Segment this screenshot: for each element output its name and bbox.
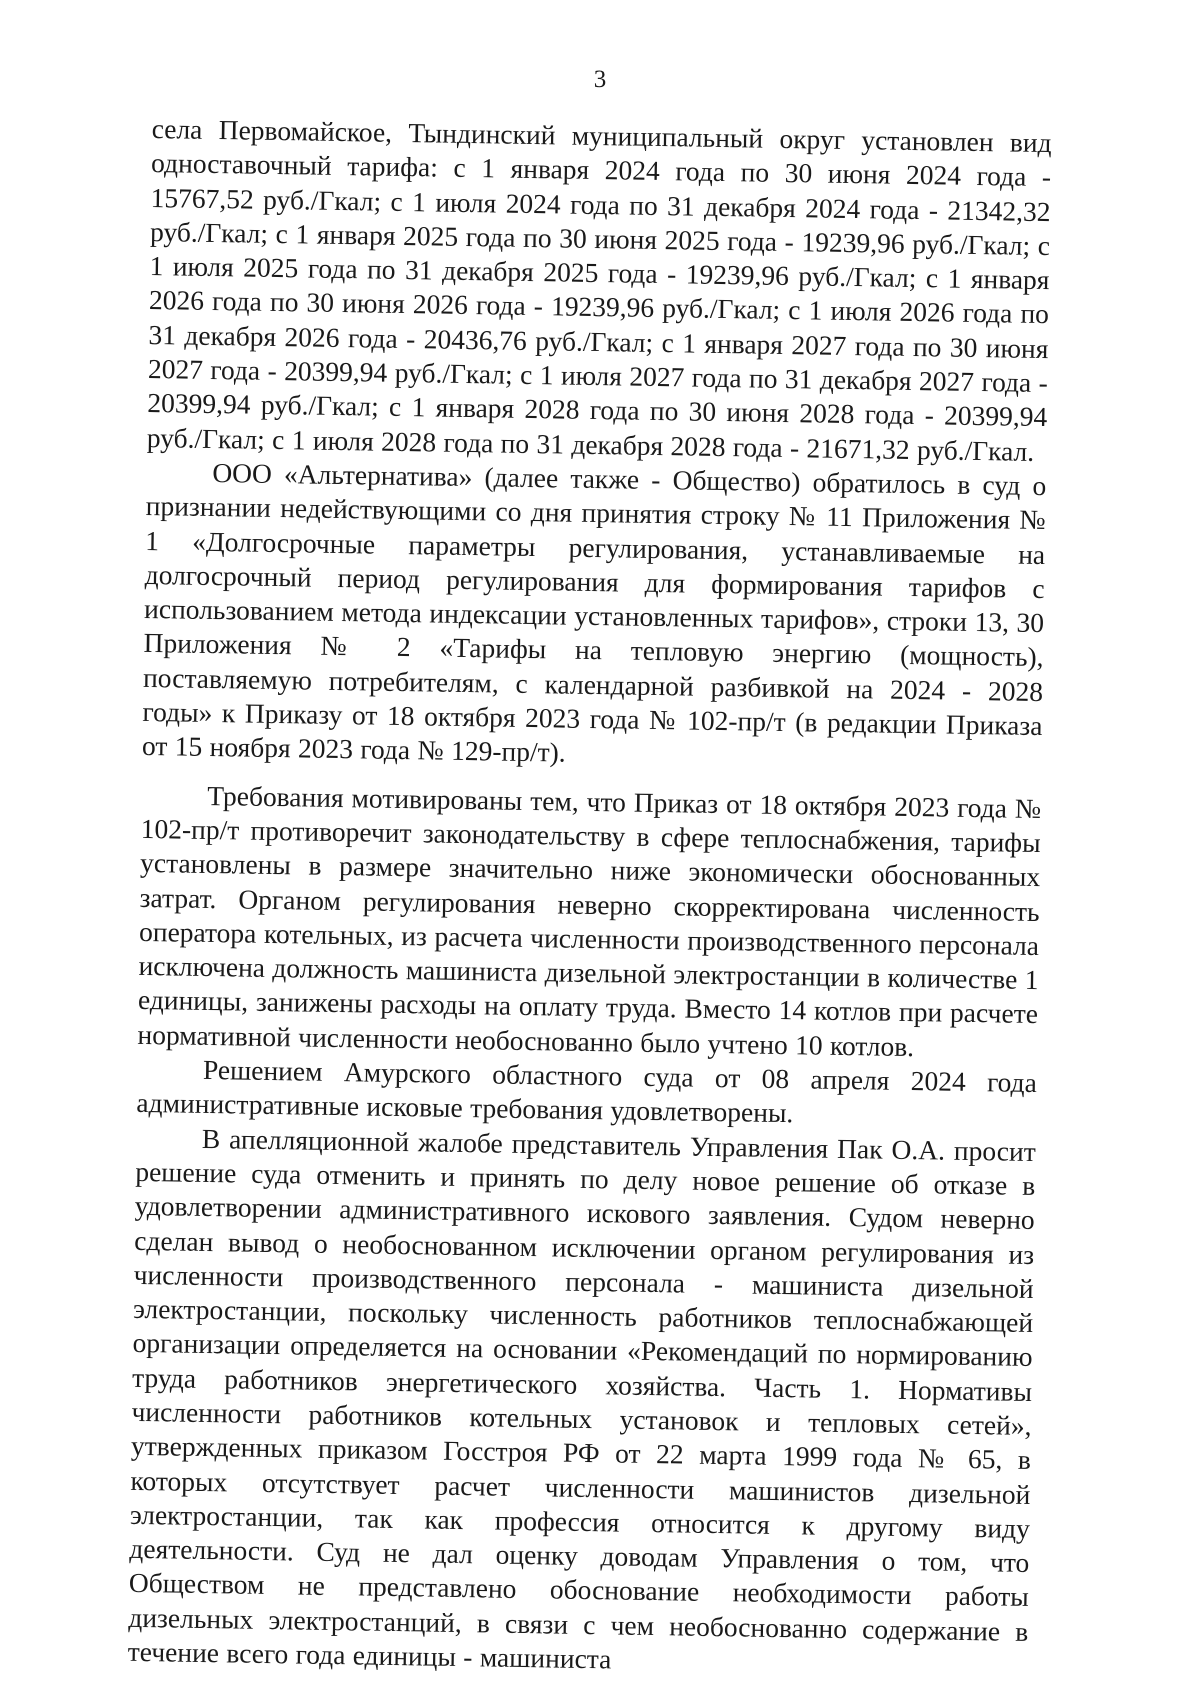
paragraph-appeal: В апелляционной жалобе представитель Управления Пак О.А. просит решение суда отменить и принять по делу новое решение об отказе в удовлетворении административного искового заявления. Судом неверно сделан вывод о необоснованном исключении органом регулирования из численности производственного персонала - машиниста дизельной электростанции, поскольку численность работников теплоснабжающей организации определяется на основании «Рекомендаций по нормированию труда работников энергетического хозяйства. Часть 1. Нормативы численности работников котельных установок и тепловых сетей», утвержденных приказом Госстроя РФ от 22 марта 1999 года № 65, в которых отсутствует расчет численности машинистов дизельной электростанции, так как профессия относится к другому виду деятельности. Суд не дал оценку доводам Управления о том, что Обществом не представлено обоснование необходимости работы дизельных электростанций, в связи с чем необоснованно содержание в течение всего года единицы - машиниста: [127, 1122, 1037, 1675]
paragraph-grounds: Требования мотивированы тем, что Приказ от 18 октября 2023 года № 102-пр/т противоречит законодательству в сфере теплоснабжения, тарифы установлены в размере значительно ниже экономически обоснованных затрат. Органом регулирования неверно скорректирована численность оператора котельных, из расчета численности производственного персонала исключена должность машиниста дизельной электростанции в количестве 1 единицы, занижены расходы на оплату труда. Вместо 14 котлов при расчете нормативной численности необоснованно было учтено 10 котлов.: [137, 779, 1042, 1062]
page-number: 3: [593, 66, 607, 93]
document-body: [128, 112, 1052, 1683]
paragraph-tariff-continuation: села Первомайское, Тындинский муниципальный округ установлен вид одноставочный тарифа: с 1 января 2024 года по 30 июня 2024 года - 15767,52 руб./Гкал; с 1 июля 2024 года по 31 декабря 2024 года - 21342,32 руб./Гкал; с 1 января 2025 года по 30 июня 2025 года - 19239,96 руб./Гкал; с 1 июля 2025 года по 31 декабря 2025 года - 19239,96 руб./Гкал; с 1 января 2026 года по 30 июня 2026 года - 19239,96 руб./Гкал; с 1 июля 2026 года по 31 декабря 2026 года - 20436,76 руб./Гкал; с 1 января 2027 года по 30 июня 2027 года - 20399,94 руб./Гкал; с 1 июля 2027 года по 31 декабря 2027 года - 20399,94 руб./Гкал; с 1 января 2028 года по 30 июня 2028 года - 20399,94 руб./Гкал; с 1 июля 2028 года по 31 декабря 2028 года - 21671,32 руб./Гкал.: [146, 112, 1052, 467]
paragraph-decision: Решением Амурского областного суда от 08 апреля 2024 года административные исковые требования удовлетворены.: [136, 1053, 1038, 1129]
paragraph-claim: ООО «Альтернатива» (далее также - Общество) обратилось в суд о признании недействующими со дня принятия строку № 11 Приложения № 1 «Долгосрочные параметры регулирования, устанавливаемые на долгосрочный период регулирования для формирования тарифов с использованием метода индексации установленных тарифов», строки 13, 30 Приложения № 2 «Тарифы на тепловую энергию (мощность), поставляемую потребителям, с календарной разбивкой на 2024 - 2028 годы» к Приказу от 18 октября 2023 года № 102-пр/т (в редакции Приказа от 15 ноября 2023 года № 129-пр/т).: [141, 456, 1047, 768]
